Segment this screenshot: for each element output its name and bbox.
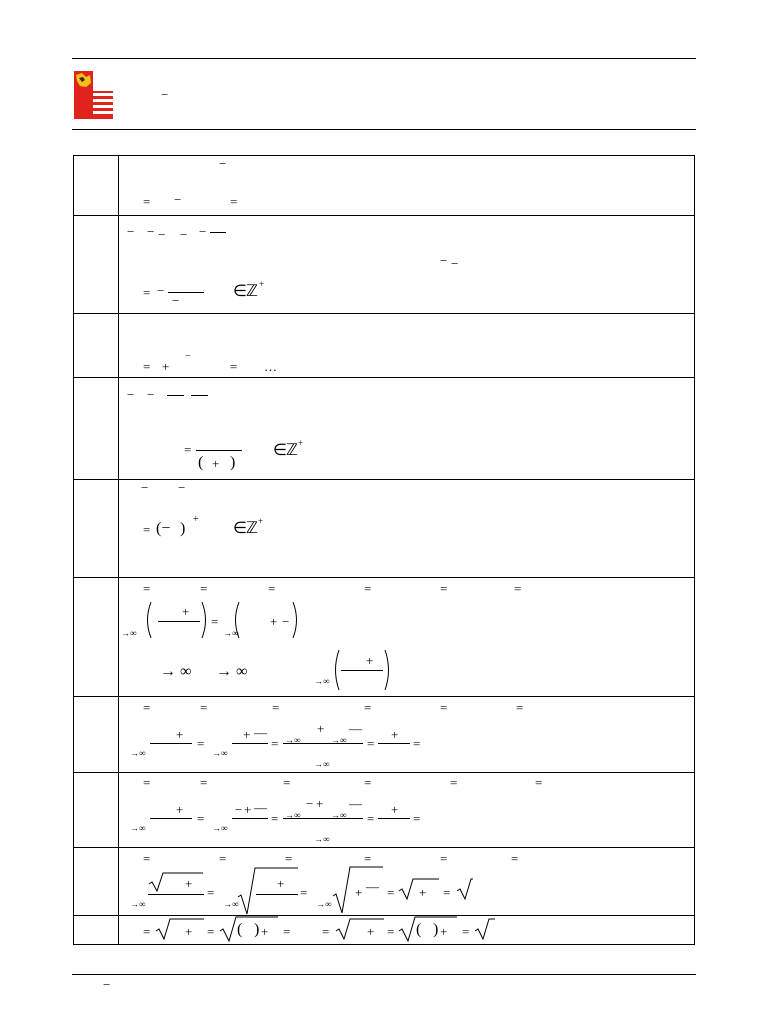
limit-subscript: →∞ xyxy=(285,735,301,745)
row-symbol: + xyxy=(182,604,190,619)
row-symbol: = xyxy=(285,851,293,866)
row-symbol: — xyxy=(366,879,379,894)
row-superscript: + xyxy=(298,438,304,448)
table-column-divider xyxy=(118,155,119,945)
table-bottom-border xyxy=(73,944,695,945)
fraction-bar xyxy=(167,395,184,396)
row-symbol: (− xyxy=(156,520,171,537)
row-symbol: + xyxy=(176,802,184,817)
fraction-bar xyxy=(232,743,268,744)
row-symbol: = xyxy=(143,194,151,209)
row-symbol: = xyxy=(364,700,372,715)
header-symbol: − xyxy=(161,87,169,102)
row-symbol: = xyxy=(143,851,151,866)
row-divider xyxy=(73,915,695,916)
fraction-bar xyxy=(158,621,200,622)
header-bottom-rule xyxy=(72,129,696,130)
row-symbol: − xyxy=(141,480,149,495)
fraction-bar xyxy=(196,450,242,451)
row-symbol: = xyxy=(272,700,280,715)
row-symbol: ( xyxy=(237,921,243,938)
row-symbol: = xyxy=(443,885,451,900)
limit-subscript: →∞ xyxy=(130,748,146,758)
sqrt-sign xyxy=(335,918,385,940)
row-superscript: + xyxy=(193,514,199,525)
row-symbol: = xyxy=(211,614,219,629)
row-symbol: − xyxy=(127,224,135,239)
row-symbol: = xyxy=(462,924,470,939)
row-divider xyxy=(73,772,695,773)
row-symbol: = xyxy=(200,581,208,596)
right-paren-large xyxy=(291,601,301,639)
row-symbol: = xyxy=(143,924,151,939)
left-paren-large xyxy=(331,649,341,691)
row-symbol: + xyxy=(317,721,325,736)
table-top-border xyxy=(73,155,695,156)
row-symbol: = xyxy=(322,924,330,939)
fraction-bar xyxy=(148,894,204,895)
row-symbol: = xyxy=(440,851,448,866)
row-symbol: + xyxy=(440,924,448,939)
row-symbol: ∈ xyxy=(233,283,247,300)
row-symbol: − xyxy=(127,387,135,402)
table-left-border xyxy=(73,155,74,945)
row-symbol: − xyxy=(440,253,448,268)
row-symbol: ( xyxy=(416,921,422,938)
fraction-bar xyxy=(150,743,192,744)
row-symbol: = xyxy=(364,851,372,866)
row-symbol: = xyxy=(450,775,458,790)
row-symbol: = xyxy=(197,811,205,826)
row-symbol: = xyxy=(387,924,395,939)
row-divider xyxy=(73,377,695,378)
row-symbol: = xyxy=(207,885,215,900)
row-symbol: − xyxy=(158,227,166,242)
row-symbol: + xyxy=(162,359,170,374)
row-symbol: ) xyxy=(433,921,439,938)
limit-subscript: →∞ xyxy=(223,899,239,909)
row-symbol: = xyxy=(219,851,227,866)
sqrt-sign xyxy=(148,872,204,892)
row-divider xyxy=(73,696,695,697)
integers-symbol: ℤ xyxy=(286,442,298,459)
row-symbol: = xyxy=(440,581,448,596)
sqrt-sign xyxy=(219,916,279,942)
limit-subscript: →∞ xyxy=(314,759,330,769)
row-symbol: = xyxy=(143,581,151,596)
table-right-border xyxy=(694,155,695,945)
row-symbol: = xyxy=(143,285,151,300)
row-symbol: + xyxy=(277,876,285,891)
fraction-bar xyxy=(341,670,383,671)
row-symbol: = xyxy=(516,700,524,715)
row-symbol: = xyxy=(535,775,543,790)
limit-subscript: →∞ xyxy=(314,676,330,686)
row-symbol: ) xyxy=(254,921,260,938)
fraction-bar xyxy=(378,818,410,819)
row-symbol: = xyxy=(413,811,421,826)
limit-arrow: → ∞ xyxy=(216,663,248,680)
limit-subscript: →∞ xyxy=(121,628,137,638)
row-symbol: ) xyxy=(230,454,236,471)
limit-subscript: →∞ xyxy=(212,748,228,758)
right-paren-large xyxy=(383,649,393,691)
row-symbol: − xyxy=(219,156,227,171)
row-symbol: − xyxy=(178,480,186,495)
row-symbol: ∈ xyxy=(233,520,247,537)
row-symbol: = xyxy=(300,885,308,900)
limit-subscript: →∞ xyxy=(212,823,228,833)
row-symbol: ( xyxy=(198,454,204,471)
limit-subscript: →∞ xyxy=(314,834,330,844)
row-symbol: + xyxy=(419,885,427,900)
row-symbol: − xyxy=(147,387,155,402)
row-symbol: − xyxy=(174,192,182,207)
row-symbol: = xyxy=(143,700,151,715)
row-symbol: — xyxy=(349,796,362,811)
row-symbol: + xyxy=(243,727,251,742)
row-symbol: = xyxy=(271,811,279,826)
sqrt-sign xyxy=(155,918,205,940)
row-divider xyxy=(73,215,695,216)
integers-symbol: ℤ xyxy=(246,283,258,300)
row-symbol: − xyxy=(172,293,180,308)
row-symbol: = xyxy=(511,851,519,866)
row-symbol: − xyxy=(180,227,188,242)
fraction-bar xyxy=(256,894,298,895)
limit-subscript: →∞ xyxy=(130,899,146,909)
row-symbol: + xyxy=(176,727,184,742)
row-symbol: + xyxy=(212,456,220,471)
limit-subscript: →∞ xyxy=(316,899,332,909)
row-symbol: = xyxy=(367,736,375,751)
row-symbol: = xyxy=(143,522,151,537)
footer-rule xyxy=(72,974,696,975)
row-symbol: = xyxy=(283,924,291,939)
limit-arrow: → ∞ xyxy=(160,663,192,680)
row-divider xyxy=(73,313,695,314)
row-symbol: = xyxy=(514,581,522,596)
row-symbol: − xyxy=(235,802,243,817)
row-superscript: + xyxy=(259,279,265,289)
row-symbol: = xyxy=(207,924,215,939)
row-symbol: = xyxy=(230,194,238,209)
row-symbol: = xyxy=(271,736,279,751)
footer-symbol: − xyxy=(103,977,111,992)
fraction-bar xyxy=(378,743,410,744)
sqrt-sign xyxy=(456,878,474,900)
row-symbol: = xyxy=(367,811,375,826)
row-symbol: + xyxy=(316,796,324,811)
row-symbol: — xyxy=(254,725,267,740)
limit-subscript: →∞ xyxy=(223,628,239,638)
row-symbol: = xyxy=(364,581,372,596)
row-symbol: … xyxy=(264,359,277,374)
row-symbol: − xyxy=(157,283,165,298)
row-symbol: + xyxy=(391,802,399,817)
coat-of-arms-logo xyxy=(74,71,113,119)
row-symbol: − xyxy=(147,224,155,239)
row-symbol: = xyxy=(440,700,448,715)
limit-subscript: →∞ xyxy=(130,823,146,833)
sqrt-sign xyxy=(398,916,458,942)
row-symbol: ∈ xyxy=(273,442,287,459)
row-symbol: − xyxy=(282,614,290,629)
row-symbol: = xyxy=(143,359,151,374)
row-symbol: — xyxy=(254,800,267,815)
row-symbol: + xyxy=(261,924,269,939)
row-symbol: = xyxy=(200,775,208,790)
row-divider xyxy=(73,479,695,480)
row-symbol: + xyxy=(391,727,399,742)
row-symbol: + xyxy=(244,802,252,817)
header-top-rule xyxy=(72,58,696,59)
row-symbol: = xyxy=(283,775,291,790)
fraction-bar xyxy=(191,395,208,396)
fraction-bar xyxy=(232,818,268,819)
row-symbol: + xyxy=(270,614,278,629)
row-symbol: + xyxy=(366,653,374,668)
row-symbol: ) xyxy=(180,520,186,537)
row-symbol: + xyxy=(185,876,193,891)
fraction-bar xyxy=(150,818,192,819)
right-paren-large xyxy=(200,601,210,639)
row-symbol: = xyxy=(230,359,238,374)
row-symbol: = xyxy=(387,885,395,900)
row-symbol: − xyxy=(451,256,459,271)
limit-subscript: →∞ xyxy=(331,810,347,820)
row-symbol: + xyxy=(367,924,375,939)
row-superscript: − xyxy=(185,351,191,362)
row-symbol: = xyxy=(184,442,192,457)
row-symbol: − xyxy=(199,224,207,239)
row-divider xyxy=(73,847,695,848)
row-symbol: − xyxy=(306,796,314,811)
limit-subscript: →∞ xyxy=(331,735,347,745)
row-symbol: = xyxy=(143,775,151,790)
row-symbol: = xyxy=(364,775,372,790)
sqrt-sign xyxy=(474,918,496,940)
row-divider xyxy=(73,577,695,578)
row-symbol: = xyxy=(413,736,421,751)
row-symbol: — xyxy=(349,721,362,736)
limit-subscript: →∞ xyxy=(285,810,301,820)
left-paren-large xyxy=(143,601,153,639)
sqrt-sign xyxy=(237,867,299,915)
row-symbol: + xyxy=(185,924,193,939)
fraction-bar xyxy=(210,232,226,233)
integers-symbol: ℤ xyxy=(246,520,258,537)
row-superscript: + xyxy=(258,516,264,526)
row-symbol: + xyxy=(355,885,363,900)
row-symbol: = xyxy=(197,736,205,751)
row-symbol: = xyxy=(268,581,276,596)
row-symbol: = xyxy=(200,700,208,715)
